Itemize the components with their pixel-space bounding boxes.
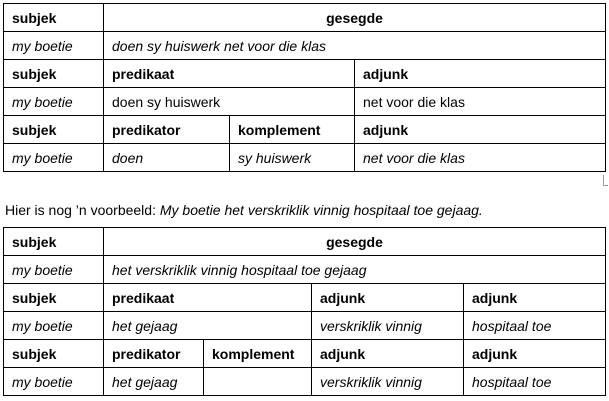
value-cell: net voor die klas [355, 88, 606, 116]
table-row [4, 4, 606, 32]
value-cell: verskriklik vinnig [312, 368, 464, 396]
header-cell: adjunk [355, 116, 606, 144]
table-row [4, 32, 606, 60]
value-cell: hospitaal toe [464, 312, 606, 340]
header-cell: subjek [4, 228, 104, 256]
value-cell [204, 368, 312, 396]
value-cell: my boetie [4, 256, 104, 284]
example-sentence: My boetie het verskriklik vinnig hospitaal toe gejaag. [159, 202, 483, 218]
value-cell: verskriklik vinnig [312, 312, 464, 340]
header-cell: predikaat [104, 60, 355, 88]
value-cell: my boetie [4, 144, 104, 172]
value-cell: my boetie [4, 88, 104, 116]
example-paragraph [5, 202, 483, 218]
table-row [4, 116, 606, 144]
table-row [4, 228, 606, 256]
value-cell: doen sy huiswerk [104, 88, 355, 116]
table-row [4, 60, 606, 88]
table-row [4, 284, 606, 312]
header-cell: adjunk [312, 340, 464, 368]
header-cell: predikator [104, 340, 204, 368]
header-cell: subjek [4, 60, 104, 88]
header-cell: subjek [4, 4, 104, 32]
table-row [4, 144, 606, 172]
sentence-analysis-table-2 [3, 227, 606, 396]
paragraph-lead-text: Hier is nog ’n voorbeeld: [5, 202, 160, 218]
table-row [4, 256, 606, 284]
value-cell: het gejaag [104, 312, 312, 340]
value-cell: sy huiswerk [230, 144, 355, 172]
table-row [4, 312, 606, 340]
header-cell: komplement [230, 116, 355, 144]
value-cell: het gejaag [104, 368, 204, 396]
header-cell: subjek [4, 284, 104, 312]
header-cell: subjek [4, 340, 104, 368]
table-row [4, 340, 606, 368]
header-cell: gesegde [104, 4, 606, 32]
header-cell: predikator [104, 116, 230, 144]
header-cell: predikaat [104, 284, 312, 312]
sentence-analysis-table-1 [3, 3, 606, 172]
header-cell: adjunk [464, 340, 606, 368]
table-row [4, 368, 606, 396]
header-cell: subjek [4, 116, 104, 144]
value-cell: doen sy huiswerk net voor die klas [104, 32, 606, 60]
value-cell: net voor die klas [355, 144, 606, 172]
header-cell: komplement [204, 340, 312, 368]
value-cell: hospitaal toe [464, 368, 606, 396]
value-cell: doen [104, 144, 230, 172]
value-cell: my boetie [4, 312, 104, 340]
value-cell: het verskriklik vinnig hospitaal toe gejaag [104, 256, 606, 284]
header-cell: gesegde [104, 228, 606, 256]
header-cell: adjunk [464, 284, 606, 312]
table-row [4, 88, 606, 116]
header-cell: adjunk [312, 284, 464, 312]
value-cell: my boetie [4, 368, 104, 396]
header-cell: adjunk [355, 60, 606, 88]
value-cell: my boetie [4, 32, 104, 60]
paragraph-margin-marker [603, 175, 608, 186]
